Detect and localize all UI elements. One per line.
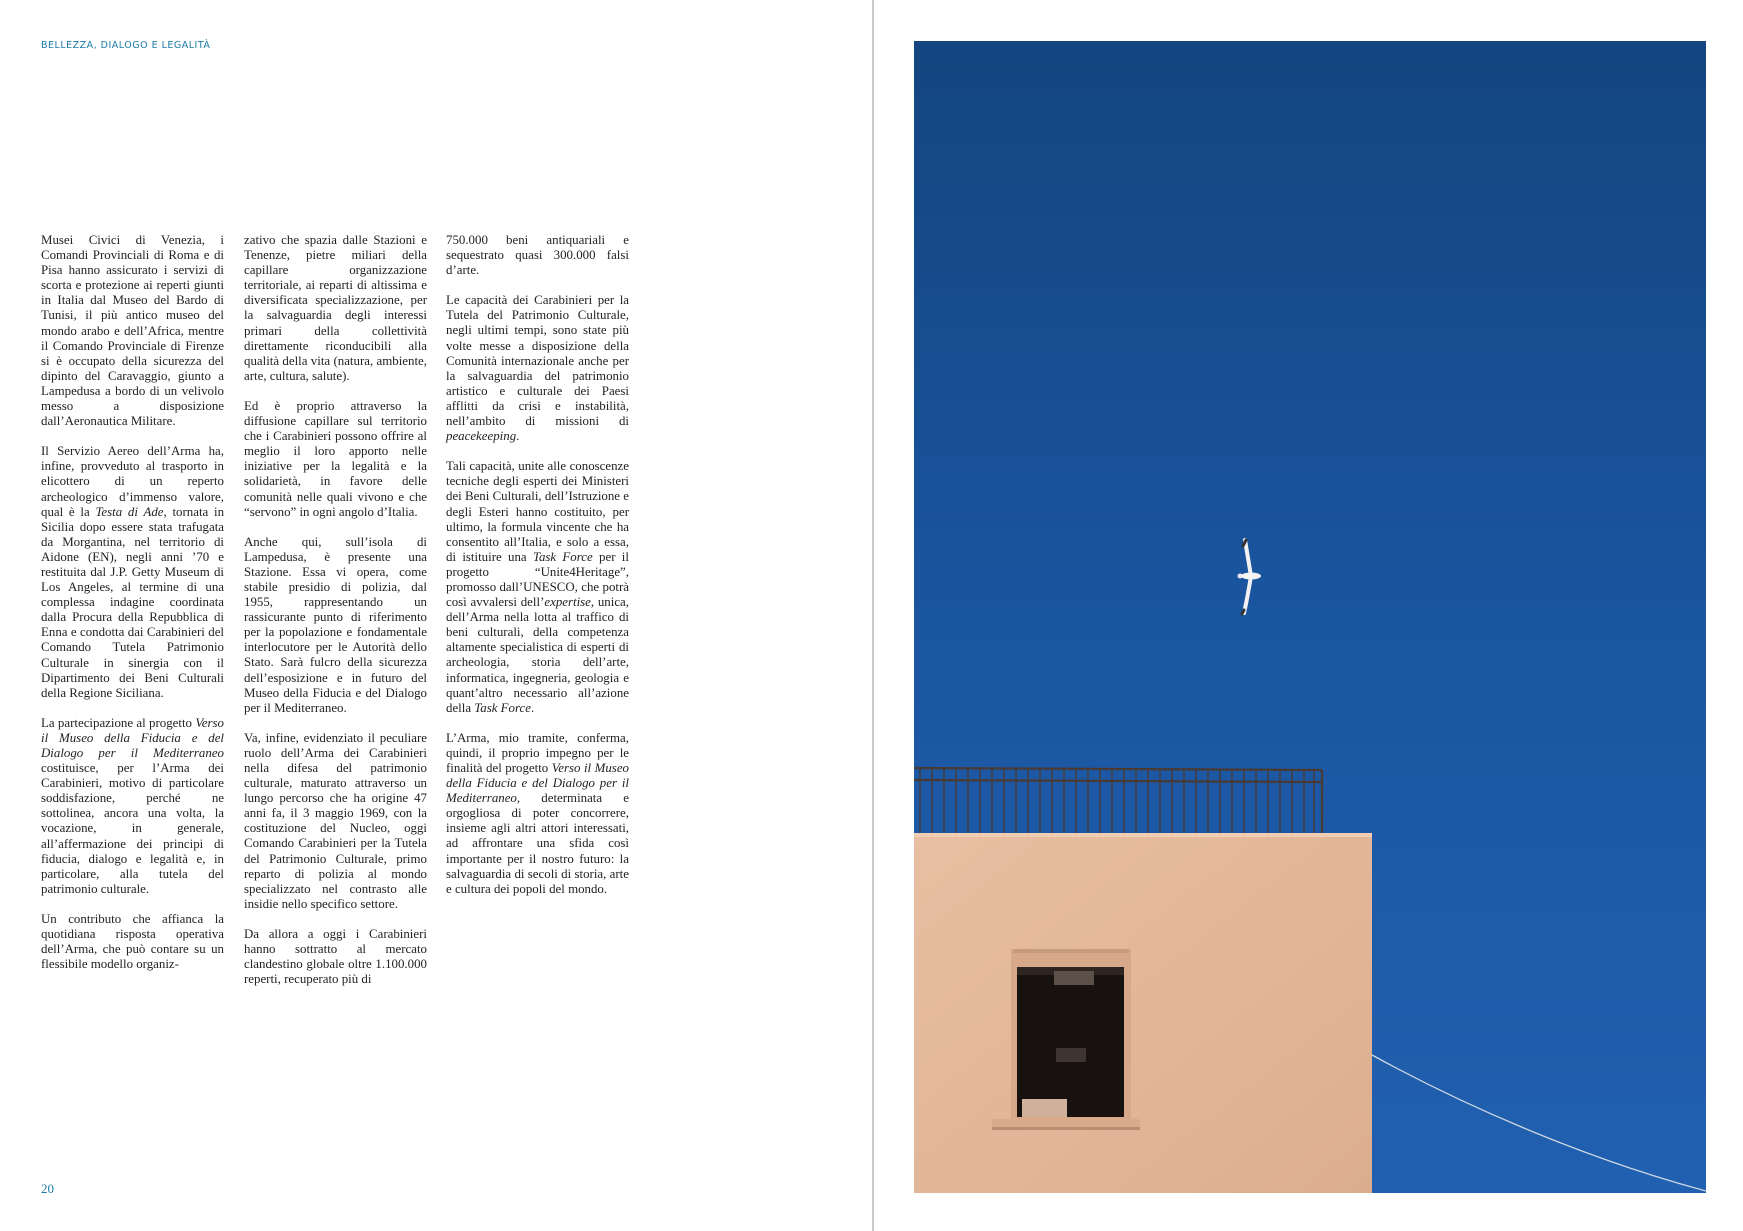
paragraph: Va, infine, evidenziato il peculiare ruolo dell’Arma dei Carabinieri nella difesa del patrimonio culturale, maturato attraverso un lungo percorso che ha origine 47 anni fa, il 3 maggio 1969, con la costituzione del Nucleo, oggi Comando Carabinieri per la Tutela del Patrimonio Culturale, primo reparto di polizia al mondo specializzato nel contrasto alle insidie nello specifico settore. [244, 730, 427, 911]
paragraph: Musei Civici di Venezia, i Comandi Provinciali di Roma e di Pisa hanno assicurato i servizi di scorta e protezione ai reperti giunti in Italia dal Museo del Bardo di Tunisi, il più antico museo del mondo arabo e dell’Africa, mentre il Comando Provinciale di Firenze si è occupato della sicurezza del dipinto del Caravaggio, giunto a Lampedusa a bordo di un velivolo messo a disposizione dall’Aeronautica Militare. [41, 233, 224, 429]
text-column-3 [446, 233, 629, 912]
paragraph: Il Servizio Aereo dell’Arma ha, infine, provveduto al trasporto in elicottero di un reperto archeologico d’immenso valore, qual è la Testa di Ade, tornata in Sicilia dopo essere stata trafugata da Morgantina, nel territorio di Aidone (EN), negli anni ’70 e restituita dal J.P. Getty Museum di Los Angeles, al termine di una complessa indagine coordinata dalla Procura della Repubblica di Enna e condotta dai Carabinieri del Comando Tutela Patrimonio Culturale in sinergia con il Dipartimento dei Beni Culturali della Regione Siciliana. [41, 444, 225, 700]
window [992, 949, 1140, 1130]
paragraph: Ed è proprio attraverso la diffusione capillare sul territorio che i Carabinieri possono offrire al meglio il loro apporto nelle iniziative per la legalità e la solidarietà, in favore delle comunità nelle quali vivono e che “servono” in ogni angolo d’Italia. [244, 398, 427, 519]
photo-illustration [914, 41, 1706, 1193]
paragraph: zativo che spazia dalle Stazioni e Tenenze, pietre miliari della capillare organizzazione territoriale, ai reparti di altissima e diversificata specializzazione, per la salvaguardia degli interessi primari della collettività direttamente riconducibili alla qualità della vita (natura, ambiente, arte, cultura, salute). [244, 233, 427, 383]
text-column-1 [41, 233, 224, 987]
paragraph: 750.000 beni antiquariali e sequestrato quasi 300.000 falsi d’arte. [446, 233, 629, 278]
paragraph: Un contributo che affianca la quotidiana risposta operativa dell’Arma, che può contare su un flessibile modello organiz- [41, 911, 224, 972]
italic-run: Verso il Museo della Fiducia e del Dialogo per il Mediterraneo [41, 715, 224, 760]
paragraph: Le capacità dei Carabinieri per la Tutela del Patrimonio Culturale, negli ultimi tempi, sono state più volte messe a disposizione della Comunità internazionale anche per la salvaguardia del patrimonio artistico e culturale dei Paesi afflitti da crisi e instabilità, nell’ambito di missioni di peacekeeping. [446, 293, 629, 444]
running-head: BELLEZZA, DIALOGO E LEGALITÀ [41, 40, 211, 51]
paragraph: Anche qui, sull’isola di Lampedusa, è presente una Stazione. Essa vi opera, come stabile presidio di polizia, dal 1955, rappresentando un rassicurante punto di riferimento per la popolazione e fondamentale interlocutore per le Autorità dello Stato. Sarà fulcro della sicurezza dell’esposizione e in futuro del Museo della Fiducia e del Dialogo per il Mediterraneo. [244, 534, 427, 715]
photograph [914, 41, 1706, 1193]
paragraph: La partecipazione al progetto Verso il Museo della Fiducia e del Dialogo per il Mediterraneo costituisce, per l’Arma dei Carabinieri, motivo di particolare soddisfazione, perché ne sottolinea, ancora una volta, la vocazione, in generale, all’affermazione dei principi di fiducia, dialogo e legalità e, in particolare, alla tutela del patrimonio culturale. [41, 715, 224, 896]
building-wall [914, 833, 1372, 1193]
paragraph: L’Arma, mio tramite, conferma, quindi, il proprio impegno per le finalità del progetto Verso il Museo della Fiducia e del Dialogo per il Mediterraneo, determinata e orgogliosa di poter concorrere, insieme agli altri attori interessati, ad affrontare una sfida così importante per il nostro futuro: la salvaguardia di secoli di storia, arte e cultura dei popoli del mondo. [446, 730, 629, 896]
page-number: 20 [41, 1181, 54, 1196]
italic-run: peacekeeping [446, 429, 517, 444]
italic-run: Task Force [474, 700, 531, 715]
paragraph: Tali capacità, unite alle conoscenze tecniche degli esperti dei Ministeri dei Beni Culturali, dell’Istruzione e degli Esteri hanno costituito, per ultimo, la formula vincente che ha consentito all’Italia, e solo a essa, di istituire una Task Force per il progetto “Unite4Heritage”, promosso dall’UNESCO, che potrà così avvalersi dell’expertise, unica, dell’Arma nella lotta al traffico di beni culturali, della competenza altamente specialistica di esperti di archeologia, storia dell’arte, informatica, ingegneria, geologia e quant’altro necessario all’azione della Task Force. [446, 459, 629, 715]
italic-run: Task Force [532, 549, 593, 564]
italic-run: Testa di Ade [95, 504, 164, 519]
paragraph: Da allora a oggi i Carabinieri hanno sottratto al mercato clandestino globale oltre 1.100.000 reperti, recuperato più di [244, 926, 427, 987]
italic-run: expertise [544, 595, 591, 610]
text-column-2 [244, 233, 427, 1002]
italic-run: Verso il Museo della Fiducia e del Dialogo per il Mediterraneo [446, 761, 629, 806]
